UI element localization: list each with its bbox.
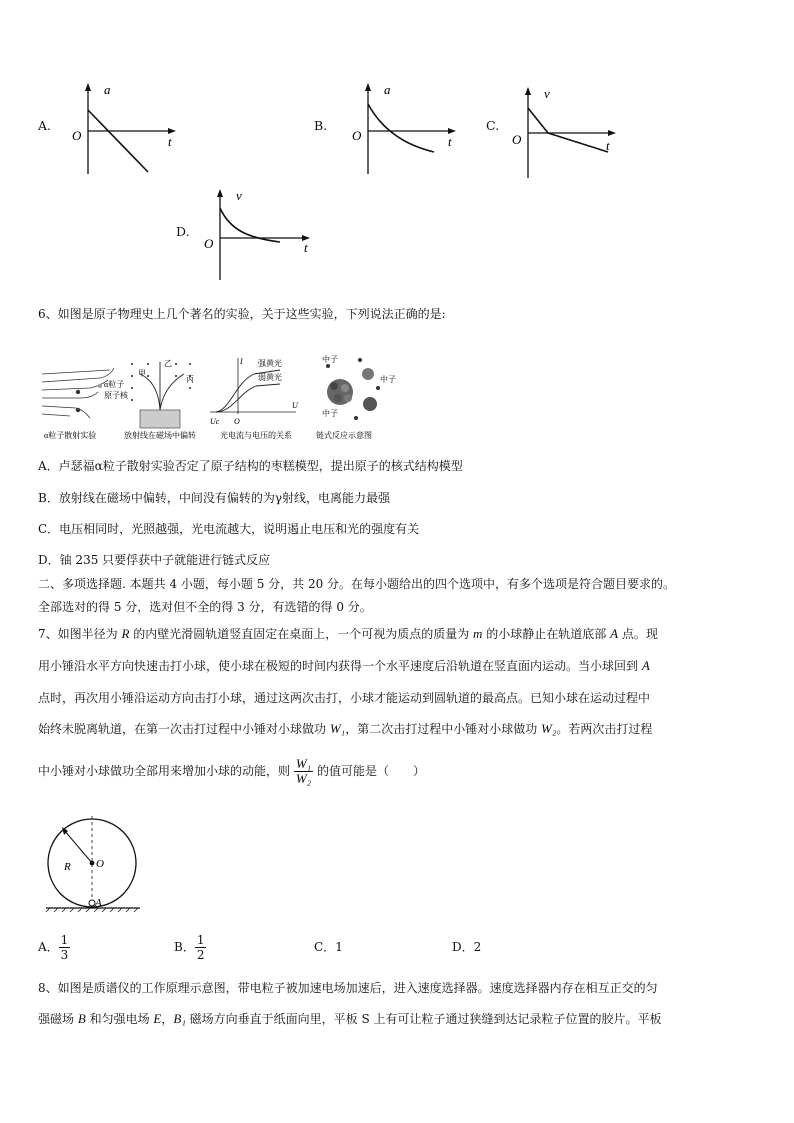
q7-line-4: 始终未脱离轨道，在第一次击打过程中小锤对小球做功 W₁，第二次击打过程中小锤对小球做功 W₂。若两次击打过程 xyxy=(38,721,653,736)
axis-label-a: a xyxy=(384,82,391,97)
axis-label-i: I xyxy=(240,357,243,366)
caption-chain: 链式反应示意图 xyxy=(316,431,372,440)
photocurrent-panel xyxy=(210,357,299,440)
q5-graph-b xyxy=(340,80,470,176)
neutron-label-1: 中子 xyxy=(322,355,338,364)
q7-circle-track-figure xyxy=(40,808,150,914)
axis-label-u: U xyxy=(292,401,298,410)
axis-label-t: t xyxy=(448,134,452,149)
point-a-label: A xyxy=(95,897,102,909)
label-strong-light: 强黄光 xyxy=(258,359,282,368)
q5-option-a-label[interactable]: A. xyxy=(38,118,52,133)
caption-photocurrent: 光电流与电压的关系 xyxy=(220,431,292,440)
radiation-deflection-panel xyxy=(124,359,196,440)
nucleus-label: 原子核 xyxy=(104,391,128,400)
q8-line-1: 8、如图是质谱仪的工作原理示意图，带电粒子被加速电场加速后，进入速度选择器。速度选择器内存在相互正交的匀 xyxy=(38,981,658,995)
axis-label-a: a xyxy=(104,82,111,97)
w1-over-w2-fraction: $\frac{\text{W₁}}{\text{W₂}}$ xyxy=(295,756,312,786)
label-origin: O xyxy=(234,417,240,426)
axis-label-v: v xyxy=(236,188,242,203)
q5-option-b-label[interactable]: B. xyxy=(314,118,328,133)
alpha-scattering-panel xyxy=(42,368,129,440)
label-uc: Uc xyxy=(210,417,220,426)
label-bing: 丙 xyxy=(186,375,194,384)
alpha-particle-label: α粒子 xyxy=(104,380,125,389)
origin-label: O xyxy=(204,236,214,251)
center-label: O xyxy=(96,858,104,870)
origin-label: O xyxy=(72,128,82,143)
label-weak-light: 弱黄光 xyxy=(258,373,282,382)
q6-option-b[interactable]: B．放射线在磁场中偏转，中间没有偏转的为γ射线，电离能力最强 xyxy=(38,491,390,505)
origin-label: O xyxy=(352,128,362,143)
label-jia: 甲 xyxy=(138,369,146,378)
neutron-label-3: 中子 xyxy=(322,409,338,418)
q6-option-c[interactable]: C．电压相同时，光照越强，光电流越大，说明遏止电压和光的强度有关 xyxy=(38,522,420,536)
axis-label-t: t xyxy=(606,138,610,153)
axis-label-v: v xyxy=(544,86,550,101)
q7-option-a[interactable]: A． $\frac{1}{3}$ xyxy=(38,933,69,962)
neutron-label-2: 中子 xyxy=(380,375,396,384)
q5-graph-d xyxy=(196,186,326,282)
q7-option-b[interactable]: B． $\frac{1}{2}$ xyxy=(174,933,205,962)
q5-option-d-label[interactable]: D. xyxy=(176,224,190,239)
chain-reaction-panel xyxy=(316,354,396,440)
q7-option-d[interactable]: D．2 xyxy=(452,940,482,954)
q6-stem: 6、如图是原子物理史上几个著名的实验，关于这些实验，下列说法正确的是: xyxy=(38,307,446,321)
q5-graph-a xyxy=(60,80,190,176)
q6-figure xyxy=(40,352,400,442)
caption-deflection: 放射线在磁场中偏转 xyxy=(124,431,196,440)
axis-label-t: t xyxy=(304,240,308,255)
label-yi: 乙 xyxy=(164,359,172,368)
q7-line-5: 中小锤对小球做功全部用来增加小球的动能，则 $\frac{\text{W₁}}{\text{W₂}}$ 的值可能是（ ） xyxy=(38,756,426,786)
q7-line-2: 用小锤沿水平方向快速击打小球，使小球在极短的时间内获得一个水平速度后沿轨道在竖直面内运动。当小球回到 A xyxy=(38,658,650,673)
q5-graph-c xyxy=(500,84,630,180)
q6-option-d[interactable]: D．铀 235 只要俘获中子就能进行链式反应 xyxy=(38,553,271,567)
q5-option-c-label[interactable]: C. xyxy=(486,118,500,133)
section-2-heading-line1: 二、多项选择题. 本题共 4 小题，每小题 5 分，共 20 分。在每小题给出的四个选项中，有多个选项是符合题目要求的。 xyxy=(38,577,676,591)
q7-option-c[interactable]: C．1 xyxy=(314,940,343,954)
axis-label-t: t xyxy=(168,134,172,149)
q7-line-3: 点时，再次用小锤沿运动方向击打小球，通过这两次击打，小球才能运动到圆轨道的最高点。已知小球在运动过程中 xyxy=(38,691,651,705)
origin-label: O xyxy=(512,132,522,147)
q7-line-1: 7、如图半径为 R 的内壁光滑圆轨道竖直固定在桌面上，一个可视为质点的质量为 m 的小球静止在轨道底部 A 点。现 xyxy=(38,626,658,641)
section-2-heading-line2: 全部选对的得 5 分，选对但不全的得 3 分，有选错的得 0 分。 xyxy=(38,600,372,614)
caption-alpha: α粒子散射实验 xyxy=(44,431,97,440)
q6-option-a[interactable]: A．卢瑟福α粒子散射实验否定了原子结构的枣糕模型，提出原子的核式结构模型 xyxy=(38,459,463,473)
radius-label: R xyxy=(64,861,71,873)
q8-line-2: 强磁场 B 和匀强电场 E，B₁ 磁场方向垂直于纸面向里，平板 S 上有可让粒子通过狭缝到达记录粒子位置的胶片。平板 xyxy=(38,1011,662,1026)
